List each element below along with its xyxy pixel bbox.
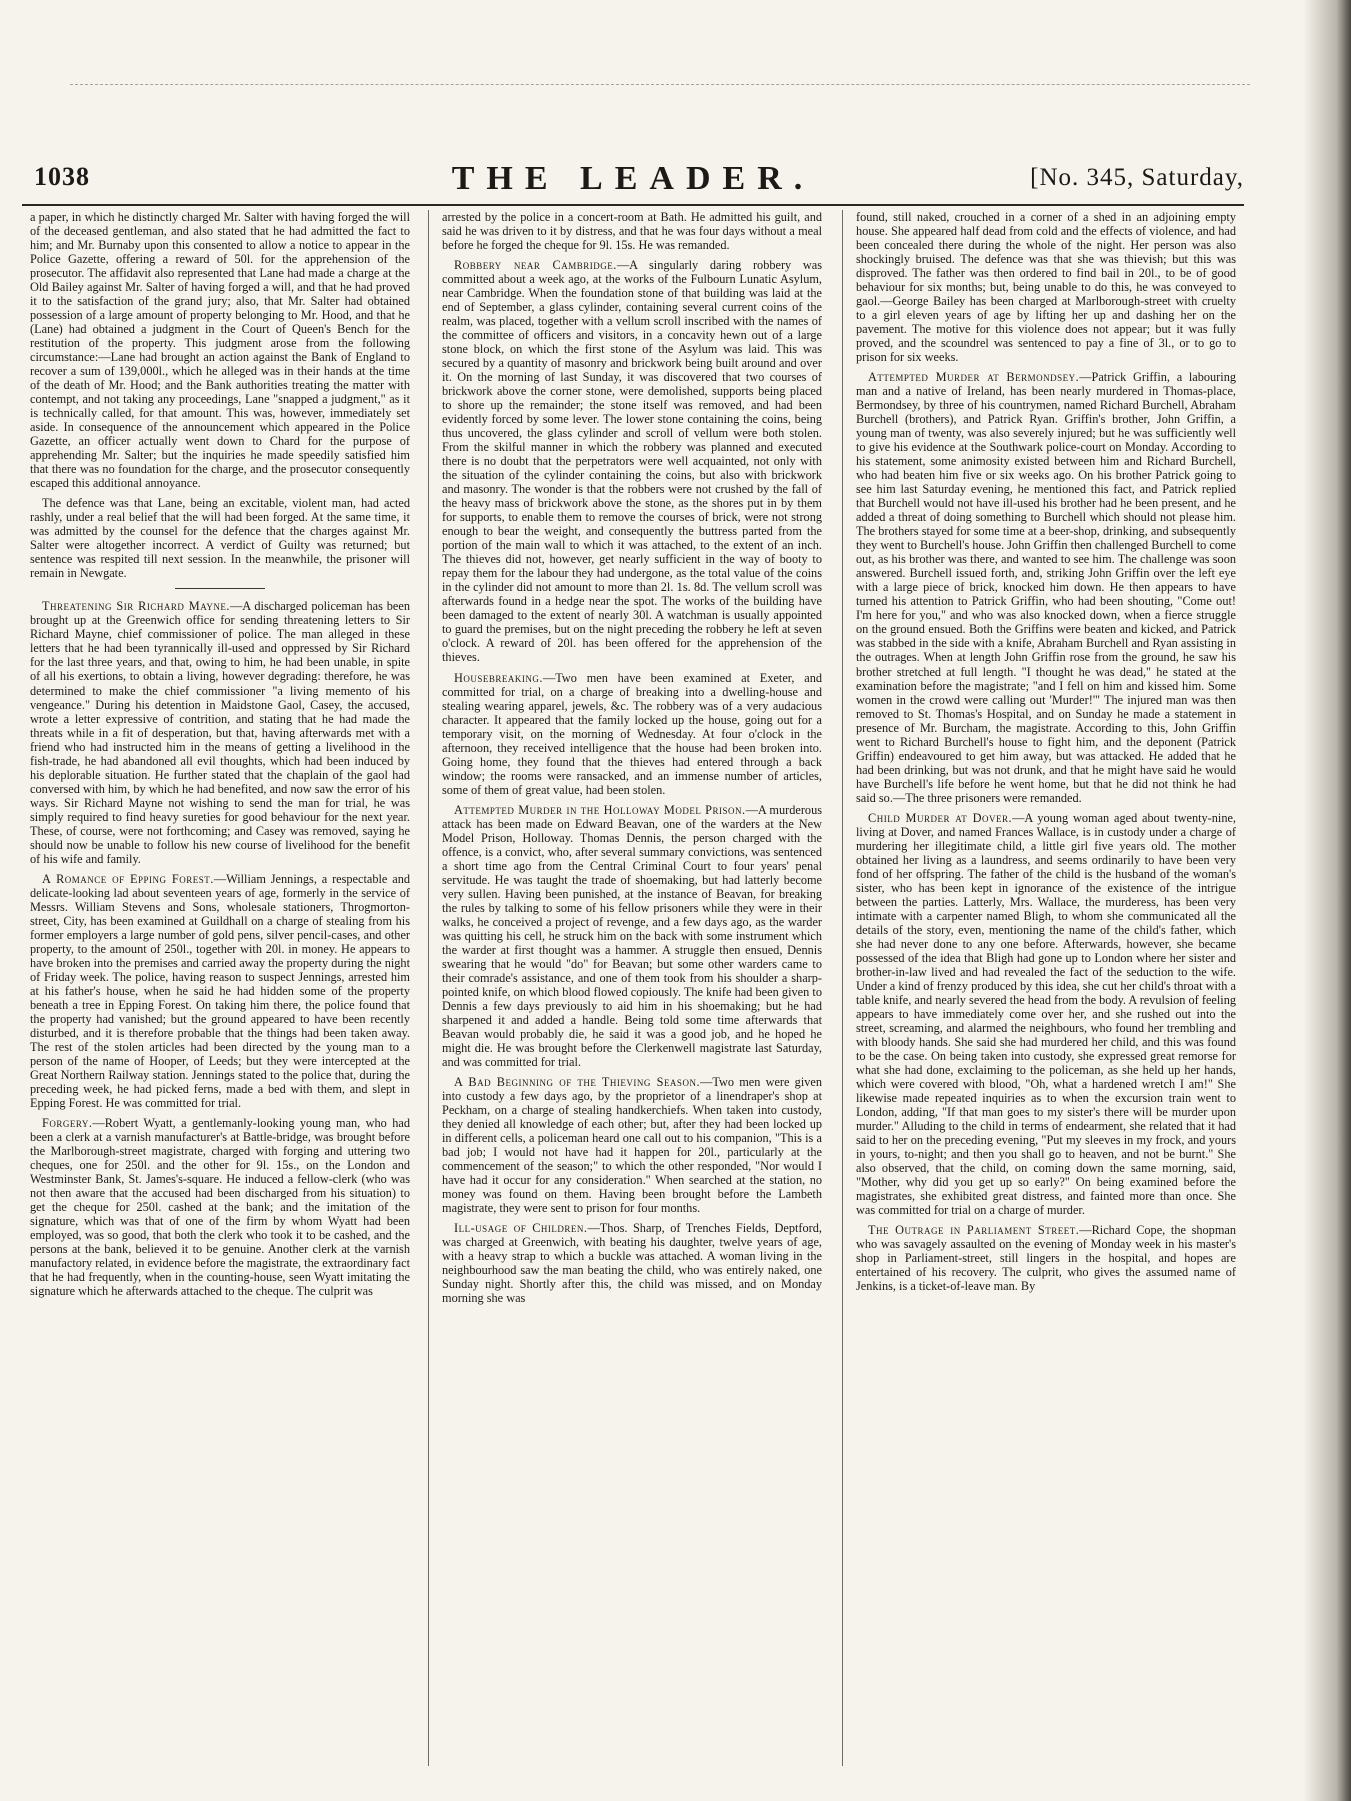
article-body: —A singularly daring robbery was committed about a week ago, at the works of the Fulbourn Lunatic Asylum, near Cambridge. When the foundation stone of that building was laid at the end of September, a glass cylinder, containing several current coins of the realm, was placed, together with a vellum scroll inscribed with the names of the committee of officers and visitors, in a concavity hewn out of a large stone block, on which the first stone of the Asylum was laid. This was secured by a quantity of masonry and brickwork being built around and over it. On the morning of last Sunday, it was discovered that two courses of brickwork above the corner stone, were demolished, supports being placed to shore up the remainder; the stone itself was removed, and had been evidently forced by some lever. The lower stone containing the coins, being thus uncovered, the glass cylinder and scroll of vellum were both stolen. From the skilful manner in which the robbery was planned and executed there is no doubt that the perpetrators were well acquainted, not only with the situation of the cylinder containing the coins, but also with brickwork and masonry. The wonder is that the robbers were not crushed by the fall of the heavy mass of brickwork above the stone, as the shores put in by them for supports, to enable them to remove the courses of brick, were not strong enough to bear the weight, and consequently the buttress parted from the portion of the main wall to which it was attached, to the extent of an inch. The thieves did not, however, get nearly sufficient in the way of booty to repay them for the labour they had undergone, as the total value of the coins in the cylinder did not amount to more than 2l. 1s. 8d. The vellum scroll was afterwards found in a hedge near the spot. The works of the building have been damaged to the extent of nearly 30l. A watchman is usually appointed to guard the premises, but on the night preceding the robbery he left at seven o'clock. A reward of 20l. has been offered for the apprehension of the thieves. <box>442 258 822 665</box>
column-1 <box>30 210 410 1770</box>
section-divider <box>175 588 265 589</box>
article-body: —A murderous attack has been made on Edward Beavan, one of the warders at the New Model Prison, Holloway. Thomas Dennis, the person charged with the offence, is a convict, who, after several summary convictions, was sentenced a short time ago from the Central Criminal Court to four years' penal servitude. He was taught the trade of shoemaking, but had latterly become very sullen. Having been punished, at the instance of Beavan, for breaking the rules by talking to some of his fellow prisoners while they were in their walks, he conceived a project of revenge, and a few days ago, as the warder was quitting his cell, he struck him on the back with some instrument which the warder at first thought was a hammer. A struggle then ensued, Dennis swearing that he would "do" for Beavan; but some other warders came to their comrade's assistance, and one of them took from his shoulder a sharp-pointed knife, on which blood flowed copiously. The knife had been given to Dennis a few days previously to aid him in his shoemaking; but he had sharpened it and added a handle. Being told some time afterwards that Beavan would probably die, he said it was a good job, and he hoped he might die. He was brought before the Clerkenwell magistrate last Saturday, and was committed for trial. <box>442 802 822 1069</box>
article-heading: Attempted Murder in the Holloway Model Prison. <box>454 802 746 817</box>
article-paragraph: arrested by the police in a concert-room at Bath. He admitted his guilt, and said he was driven to it by distress, and that he was four days without a meal before he forged the cheque for 9l. 15s. He was remanded. <box>442 210 822 253</box>
column-2 <box>442 210 822 1770</box>
article-paragraph <box>856 370 1236 804</box>
article-paragraph <box>442 1221 822 1305</box>
article-paragraph <box>30 872 410 1110</box>
header-rule <box>22 204 1244 206</box>
article-paragraph <box>856 811 1236 1217</box>
article-heading: Robbery near Cambridge. <box>454 258 617 273</box>
article-body: —A young woman aged about twenty-nine, living at Dover, and named Frances Wallace, is in custody under a charge of murdering her illegitimate child, a little girl five years old. The mother obtained her living as a laundress, and seems ordinarily to have been very fond of her offspring. The father of the child is the husband of the woman's sister, who has been kept in ignorance of the existence of the intrigue between the parties. Latterly, Mrs. Wallace, the murderess, has been very intimate with a carpenter named Bligh, to whom she communicated all the details of the story, even, mentioning the name of the child's father, which she had never done to any one before. Afterwards, however, she became possessed of the idea that Bligh had gone up to London where her sister and brother-in-law lived and had revealed the fact of the seduction to the wife. Under a kind of frenzy produced by this idea, she cut her child's throat with a table knife, and nearly severed the head from the body. A revulsion of feeling appears to have immediately come over her, and she rushed out into the street, screaming, and alarmed the neighbours, who found her trembling and with bloody hands. She said she had murdered her child, and this was found to be the case. On being taken into custody, she expressed great remorse for what she had done, exclaiming to the policeman, as she held up her hands, which were covered with blood, "Oh, what a hardened wretch I am!" She likewise made repeated inquiries as to when the excursion train went to London, adding, "If that man goes to my sister's there will be murder upon murder." Alluding to the child in terms of endearment, she related that it had said to her on the preceding evening, "Put my sleeves in my frock, and yours in yours, to-night; and then you shall go to heaven, and not be burnt." She also observed, that the child, on coming down the same morning, said, "Mother, why did you get up so early?" On being examined before the magistrates, she exhibited great distress, and fainted more than once. She was committed for trial on a charge of murder. <box>856 810 1236 1218</box>
page-header <box>22 160 1244 202</box>
article-heading: Forgery. <box>42 1115 93 1130</box>
article-columns <box>22 210 1244 1770</box>
article-body: —Patrick Griffin, a labouring man and a native of Ireland, has been nearly murdered in Thomas-place, Bermondsey, by three of his countrymen, named Richard Burchell, Abraham Burchell (brothers), and Patrick Ryan. Griffin's brother, John Griffin, a young man of twenty, was also severely injured; but he was sufficiently well to give his evidence at the Southwark police-court on Monday. According to his statement, some animosity existed between him and Richard Burchell, who had beaten him five or six weeks ago. On his brother Patrick going to see him last Saturday evening, he mentioned this fact, and Patrick replied that Burchell would not have ill-used his brother had he been present, and he added a threat of doing something to Burchell which should not please him. The brothers stayed for some time at a beer-shop, drinking, and subsequently they went to Burchell's house. John Griffin then challenged Burchell to come out, as his brother was there, and wanted to see him. The challenge was soon answered. Burchell issued forth, and, striking John Griffin over the left eye with a large piece of brick, knocked him down. He then appears to have turned his attention to Patrick Griffin, who had been shouting, "Come out! I'm here for you," and who was also knocked down, when a fierce struggle on the ground ensued. Both the Griffins were beaten and kicked, and Patrick was stabbed in the side with a knife, Abraham Burchell and Ryan assisting in the outrages. When at length John Griffin rose from the ground, he saw his brother stretched at full length. "I thought he was dead," he stated at the examination before the magistrate; "and I fell on him and kissed him. Some women in the crowd were calling out 'Murder!'" The injured man was then removed to St. Thomas's Hospital, and on Sunday he made a statement in presence of Mr. Burcham, the magistrate. According to this, John Griffin went to Richard Burchell's house to fight him, and the deponent (Patrick Griffin) endeavoured to get him away, but was attacked. He added that he had been drinking, but was not drunk, and that he might have said he would have Burchell's life before he went home, but that he did not think he had said so.—The three prisoners were remanded. <box>856 370 1236 805</box>
article-body: —Richard Cope, the shopman who was savagely assaulted on the evening of Monday week in his master's shop in Parliament-street, still lingers in the hospital, and hopes are entertained of his recovery. The culprit, who gives the assumed name of Jenkins, is a ticket-of-leave man. By <box>856 1223 1236 1294</box>
column-divider <box>842 210 843 1766</box>
column-divider <box>428 210 429 1766</box>
top-dashed-line <box>70 84 1250 88</box>
article-body: —Two men were given into custody a few days ago, by the proprietor of a linendraper's shop at Peckham, on a charge of stealing handkerchiefs. When taken into custody, they denied all knowledge of each other; but, after they had been locked up in different cells, a policeman heard one call out to his companion, "This is a bad job; I would not have had it happen for 20l., particularly at the commencement of the season;" to which the other responded, "Nor would I have had it occur for any consideration." When searched at the station, no money was found on them. Having been brought before the Lambeth magistrate, they were sent to prison for four months. <box>442 1074 822 1216</box>
binding-shadow <box>1303 0 1351 1801</box>
article-heading: Ill-usage of Children. <box>454 1221 588 1236</box>
article-heading: A Bad Beginning of the Thieving Season. <box>454 1074 701 1089</box>
article-body: —Thos. Sharp, of Trenches Fields, Deptford, was charged at Greenwich, with beating his daughter, twelve years of age, with a heavy strap to which a buckle was attached. A woman living in the neighbourhood saw the man beating the child, who was entirely naked, one Sunday night. Shortly after this, the child was missed, and on Monday morning she was <box>442 1221 822 1306</box>
article-heading: A Romance of Epping Forest. <box>42 871 214 886</box>
article-paragraph <box>442 803 822 1069</box>
article-paragraph <box>30 599 410 865</box>
article-heading: Attempted Murder at Bermondsey. <box>868 370 1080 385</box>
article-heading: The Outrage in Parliament Street. <box>868 1223 1080 1238</box>
masthead-title: THE LEADER. <box>451 160 815 197</box>
article-paragraph: found, still naked, crouched in a corner of a shed in an adjoining empty house. She appeared half dead from cold and the effects of violence, and had been concealed there during the whole of the night. Her person was also shockingly bruised. The defence was that she was thievish; but this was disproved. The father was then ordered to find bail in 20l., to be of good behaviour for six months; but, being unable to do this, he was conveyed to gaol.—George Bailey has been charged at Marlborough-street with cruelty to a girl eleven years of age by lifting her up and dashing her on the pavement. The motive for this violence does not appear; but it was fully proved, and the scoundrel was sentenced to pay a fine of 3l., or to go to prison for six weeks. <box>856 210 1236 365</box>
article-paragraph <box>442 258 822 664</box>
article-paragraph <box>30 1116 410 1298</box>
page-number: 1038 <box>34 162 90 191</box>
article-heading: Threatening Sir Richard Mayne. <box>42 599 230 614</box>
article-body: —William Jennings, a respectable and delicate-looking lad about seventeen years of age, formerly in the service of Messrs. William Stevens and Sons, wholesale stationers, Throgmorton-street, City, has been examined at Guildhall on a charge of stealing from his former employers a large number of gold pens, silver pencil-cases, and other property, to the amount of 250l., together with 20l. in money. He appears to have broken into the premises and carried away the property during the night of Friday week. The police, having reason to suspect Jennings, arrested him at his father's house, when he said he had hidden some of the property beneath a tree in Epping Forest. On taking him there, the police found that the property had vanished; but the ground appeared to have been recently disturbed, and it is therefore probable that the things had been taken away. The rest of the stolen articles had been directed by the young man to a person of the name of Hooper, of Leeds; but they were intercepted at the Great Northern Railway station. Jennings stated to the police that, during the preceding week, he had picked ferns, made a bed with them, and slept in Epping Forest. He was committed for trial. <box>30 871 410 1110</box>
issue-info: [No. 345, Saturday, <box>1030 164 1244 191</box>
column-3 <box>856 210 1236 1770</box>
article-paragraph <box>442 1075 822 1215</box>
article-paragraph: The defence was that Lane, being an excitable, violent man, had acted rashly, under a real belief that the will had been forged. At the same time, it was admitted by the counsel for the defence that the charges against Mr. Salter were altogether incorrect. A verdict of Guilty was returned; but sentence was respited till next session. In the meanwhile, the prisoner will remain in Newgate. <box>30 496 410 581</box>
article-paragraph <box>856 1223 1236 1293</box>
article-paragraph <box>442 671 822 797</box>
article-body: —Robert Wyatt, a gentlemanly-looking young man, who had been a clerk at a varnish manufacturer's at Battle-bridge, was brought before the Marlborough-street magistrate, charged with forging and uttering two cheques, one for 250l. and the other for 9l. 15s., on the London and Westminster Bank, St. James's-square. He induced a fellow-clerk (who was not then aware that the accused had been discharged from his situation) to get the cheque for 250l. cashed at the bank; and the imitation of the signature, which was that of one of the firm by whom Wyatt had been employed, was so good, that both the clerk who took it to be cashed, and the persons at the bank, believed it to be genuine. Another clerk at the varnish manufactory related, in evidence before the magistrate, the extraordinary fact that he had frequently, when in the counting-house, seen Wyatt imitating the signature which he afterwards attached to the cheque. The culprit was <box>30 1115 410 1299</box>
article-paragraph: a paper, in which he distinctly charged Mr. Salter with having forged the will of the deceased gentleman, and also stated that he had admitted the fact to him; and Mr. Burnaby upon this consented to allow a notice to appear in the Police Gazette, offering a reward of 50l. for the apprehension of the prosecutor. The affidavit also represented that Lane had made a charge at the Old Bailey against Mr. Salter of having forged a will, and that he had proved it to the satisfaction of the grand jury; also, that Mr. Salter had obtained possession of a large amount of property belonging to Mr. Hood, and that he (Lane) had obtained a judgment in the Court of Queen's Bench for the restitution of the property. This judgment arose from the following circumstance:—Lane had brought an action against the Bank of England to recover a sum of 139,000l., which he alleged was in their hands at the time of the death of Mr. Hood; and the Bank authorities treating the matter with contempt, and not taking any proceedings, Lane "snapped a judgment," as it is technically called, for that amount. This was, however, immediately set aside. In consequence of the announcement which appeared in the Police Gazette, an officer actually went down to Chard for the purpose of apprehending Mr. Salter; but the inquiries he made speedily satisfied him that there was no foundation for the charge, and the prosecutor consequently escaped this additional annoyance. <box>30 210 410 491</box>
article-heading: Housebreaking. <box>454 670 543 685</box>
article-body: —A discharged policeman has been brought up at the Greenwich office for sending threatening letters to Sir Richard Mayne, chief commissioner of police. The man alleged in these letters that he had been tyrannically ill-used and oppressed by Sir Richard for the last three years, and that, owing to him, he had been unable, in spite of all his exertions, to obtain a living, however degrading: therefore, he was determined to make the chief commissioner "a living memento of his vengeance." During his detention in Maidstone Gaol, Casey, the accused, wrote a letter expressive of contrition, and stating that he had made the threats while in a fit of desperation, but that, having afterwards met with a friend who had instructed him in the means of getting a livelihood in the fish-trade, he had abandoned all evil thoughts, which had been induced by his deplorable situation. He further stated that the chaplain of the gaol had conversed with him, by which he had benefited, and now saw the error of his ways. Sir Richard Mayne not wishing to send the man for trial, he was simply required to find heavy sureties for good behaviour for the next year. These, of course, were not forthcoming; and Casey was removed, saying he should now be unable to follow his new course of livelihood for the benefit of his wife and family. <box>30 599 410 866</box>
article-heading: Child Murder at Dover. <box>868 810 1013 825</box>
article-body: —Two men have been examined at Exeter, and committed for trial, on a charge of breaking into a dwelling-house and stealing wearing apparel, jewels, &c. The robbery was of a very audacious character. It appeared that the family locked up the house, going out for a temporary visit, on the morning of Wednesday. At four o'clock in the afternoon, they received intelligence that the house had been broken into. Going home, they found that the thieves had entered through a back window; the rooms were ransacked, and an immense number of articles, some of them of great value, had been stolen. <box>442 670 822 797</box>
